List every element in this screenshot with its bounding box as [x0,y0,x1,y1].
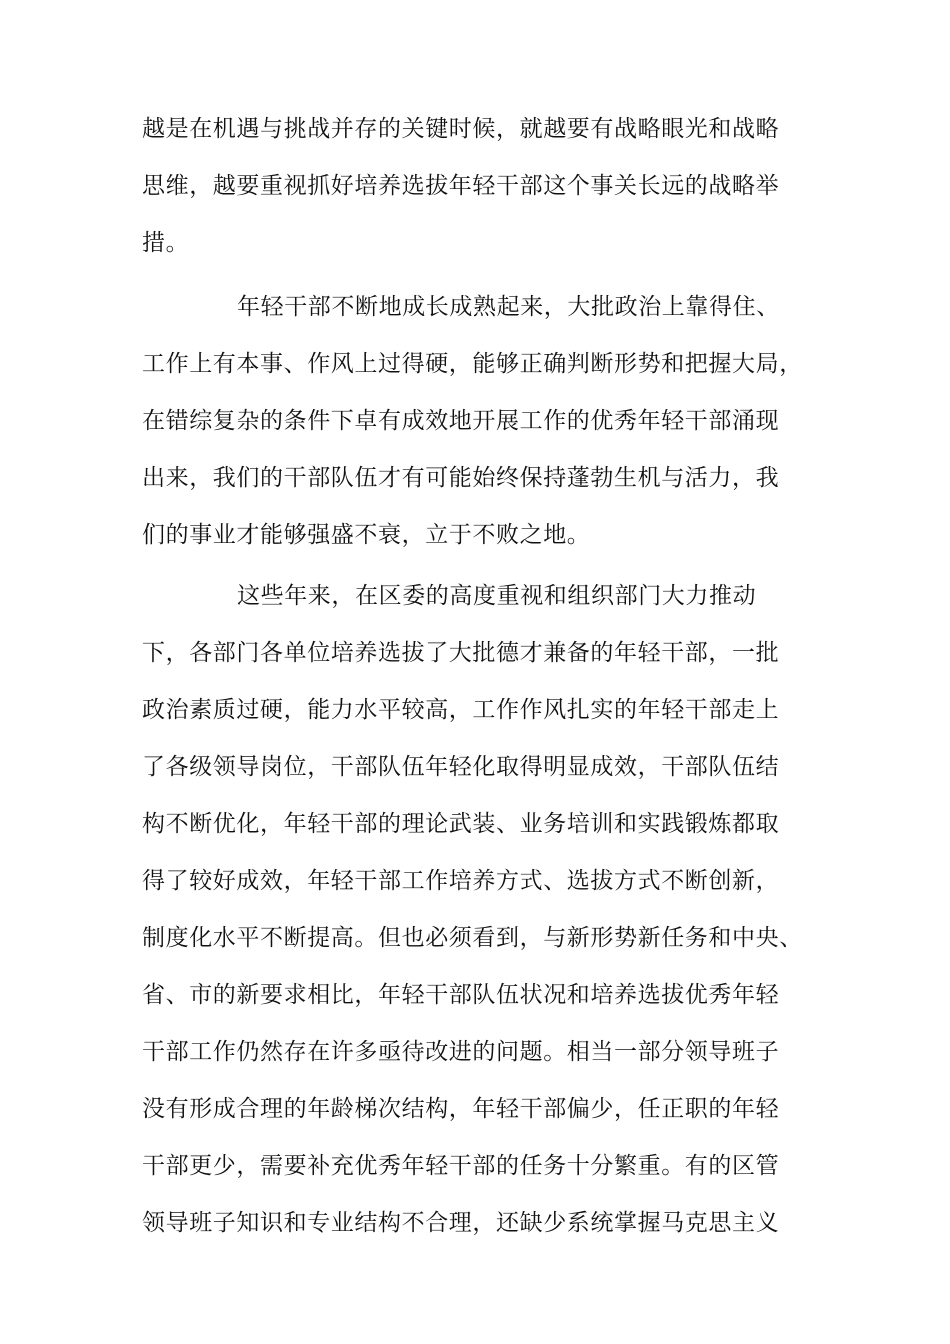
paragraph-line: 出来，我们的干部队伍才有可能始终保持蓬勃生机与活力，我 [142,465,780,491]
paragraph-3 [142,568,802,1252]
paragraph-line: 思维，越要重视抓好培养选拔年轻干部这个事关长远的战略举 [142,173,780,199]
paragraph-line: 越是在机遇与挑战并存的关键时候，就越要有战略眼光和战略 [142,116,780,142]
paragraph-line: 们的事业才能够强盛不衰，立于不败之地。 [142,522,591,548]
paragraph-line: 政治素质过硬，能力水平较高，工作作风扎实的年轻干部走上 [142,697,780,723]
paragraph-line: 工作上有本事、作风上过得硬，能够正确判断形势和把握大局， [142,351,803,377]
paragraph-line: 没有形成合理的年龄梯次结构，年轻干部偏少，任正职的年轻 [142,1096,780,1122]
paragraph-line: 下，各部门各单位培养选拔了大批德才兼备的年轻干部，一批 [142,640,780,666]
paragraph-line: 在错综复杂的条件下卓有成效地开展工作的优秀年轻干部涌现 [142,408,780,434]
paragraph-line: 干部更少，需要补充优秀年轻干部的任务十分繁重。有的区管 [142,1153,780,1179]
paragraph-1 [142,101,802,272]
paragraph-2 [142,279,802,564]
paragraph-line: 领导班子知识和专业结构不合理，还缺少系统掌握马克思主义 [142,1210,780,1236]
paragraph-line: 了各级领导岗位，干部队伍年轻化取得明显成效，干部队伍结 [142,754,780,780]
paragraph-line: 得了较好成效，年轻干部工作培养方式、选拔方式不断创新， [142,868,780,894]
paragraph-line: 这些年来，在区委的高度重视和组织部门大力推动 [237,583,757,609]
paragraph-line: 制度化水平不断提高。但也必须看到，与新形势新任务和中央、 [142,925,803,951]
paragraph-line: 省、市的新要求相比，年轻干部队伍状况和培养选拔优秀年轻 [142,982,780,1008]
paragraph-line: 干部工作仍然存在许多亟待改进的问题。相当一部分领导班子 [142,1039,780,1065]
paragraph-line: 年轻干部不断地成长成熟起来，大批政治上靠得住、 [237,294,780,320]
paragraph-line: 构不断优化，年轻干部的理论武装、业务培训和实践锻炼都取 [142,811,780,837]
paragraph-line: 措。 [142,230,190,256]
